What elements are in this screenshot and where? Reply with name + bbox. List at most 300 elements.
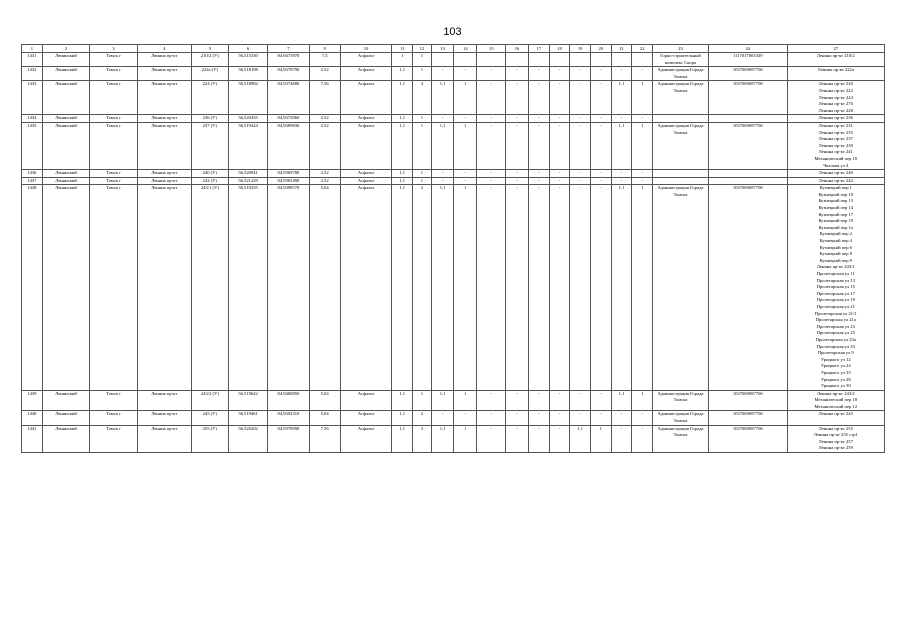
table-cell: 84,9372060 — [268, 115, 309, 123]
table-cell: - — [431, 411, 454, 425]
table-cell: - — [477, 390, 506, 411]
table-row — [22, 425, 885, 452]
table-cell: Кузнецкий пер 1 Кузнецкий пер 10 Кузнецкий пер 13 Кузнецкий пер 14 Кузнецкий пер 17 Кузнецкий пер 19 Кузнецкий пер 1а Кузнецкий пер 2 Кузнецкий пер 4 Кузнецкий пер 6 Кузнецкий пер 8 Кузнецкий пер 9 Ленина пр-кт 243/1 Пролетарская ул 11 Пролетарская ул 13 Пролетарская ул 15 Пролетарская ул 17 Пролетарская ул 19 Пролетарская ул 21 Пролетарская ул 21/1 Пролетарская ул 21а Пролетарская ул 23 Пролетарская ул 25 Пролетарская ул 23а Пролетарская ул 33 Пролетарская ул 9 Урицкого ул 12 Урицкого ул 24 Урицкого ул 35 Урицкого ул 28 Урицкого ул 30 — [787, 185, 884, 390]
table-cell: - — [549, 122, 570, 169]
table-cell: 2,52 — [309, 170, 340, 178]
table-cell: Ленинский — [42, 53, 90, 67]
header-cell: 20 — [590, 45, 611, 53]
table-cell: - — [549, 425, 570, 452]
header-cell: 15 — [477, 45, 506, 53]
table-cell: 1037000087706 — [708, 185, 787, 390]
table-cell: Администрация Города Томска — [653, 185, 709, 390]
table-cell: 84,9400850 — [268, 390, 309, 411]
table-cell: - — [506, 177, 529, 185]
table-row — [22, 122, 885, 169]
table-cell: Томск г — [90, 122, 138, 169]
table-cell: 1 — [413, 390, 432, 411]
table-cell: - — [570, 122, 591, 169]
table-cell: - — [454, 177, 477, 185]
table-cell: 1037000087706 — [708, 425, 787, 452]
table-cell — [454, 53, 477, 67]
table-cell: 84,9473970 — [268, 53, 309, 67]
table-row — [22, 411, 885, 425]
table-cell: Ленина пр-кт 231 Ленина пр-кт 235 Ленина пр-кт 237 Ленина пр-кт 239 Ленина пр-кт 241 Механический пер 10 Чкалова ул 4 — [787, 122, 884, 169]
table-row — [22, 170, 885, 178]
table-cell: Ленинский — [42, 411, 90, 425]
table-cell: Ленина пр-кт — [137, 390, 191, 411]
table-cell: - — [632, 177, 653, 185]
table-cell: Администрация Города Томска — [653, 425, 709, 452]
table-cell: Администрация Города Томска — [653, 390, 709, 411]
page-number: 103 — [443, 26, 462, 38]
table-cell: Ленинский — [42, 390, 90, 411]
table-cell: - — [528, 122, 549, 169]
table-cell: - — [454, 115, 477, 123]
table-cell: - — [477, 67, 506, 81]
table-cell: 1438 — [22, 185, 43, 390]
table-cell: Асфальт — [340, 185, 392, 390]
header-cell: 21 — [611, 45, 632, 53]
table-cell: 1,1 — [392, 67, 413, 81]
table-cell: Ленинский — [42, 425, 90, 452]
table-cell: Асфальт — [340, 425, 392, 452]
table-cell: 2,52 — [309, 115, 340, 123]
table-cell: 1434 — [22, 115, 43, 123]
table-cell: 84,9398570 — [268, 185, 309, 390]
table-cell: 1432 — [22, 67, 43, 81]
table-cell — [506, 53, 529, 67]
table-cell: - — [506, 411, 529, 425]
table-cell: 1440 — [22, 411, 43, 425]
table-cell: - — [590, 390, 611, 411]
table-cell: Ленина пр-кт — [137, 170, 191, 178]
table-cell: Администрация Города Томска — [653, 122, 709, 169]
header-cell: 27 — [787, 45, 884, 53]
registry-table — [21, 44, 885, 453]
table-cell: - — [528, 425, 549, 452]
table-cell: 1,1 — [431, 122, 454, 169]
header-cell: 16 — [506, 45, 529, 53]
table-cell — [590, 53, 611, 67]
table-cell: - — [590, 115, 611, 123]
table-cell: 56,518982 — [228, 81, 267, 115]
table-cell: - — [528, 170, 549, 178]
table-cell: 1 — [413, 177, 432, 185]
header-cell: 18 — [549, 45, 570, 53]
table-cell: - — [431, 177, 454, 185]
table-cell: - — [506, 185, 529, 390]
table-cell: - — [570, 390, 591, 411]
table-cell: 1 — [413, 122, 432, 169]
table-cell: - — [454, 170, 477, 178]
header-cell: 17 — [528, 45, 549, 53]
table-cell: - — [570, 177, 591, 185]
table-cell: - — [549, 81, 570, 115]
table-cell: 1433 — [22, 81, 43, 115]
table-cell: 1431 — [22, 53, 43, 67]
table-cell: 1 — [413, 115, 432, 123]
table-cell: Ленинский — [42, 177, 90, 185]
table-cell: - — [506, 67, 529, 81]
header-cell: 24 — [708, 45, 787, 53]
table-cell: Ленинский — [42, 170, 90, 178]
table-cell: 56,519335 — [228, 185, 267, 390]
table-cell: 237 (У) — [191, 122, 228, 169]
table-cell: 1,1 — [392, 425, 413, 452]
table-cell: - — [528, 185, 549, 390]
table-cell: 56,520941 — [228, 170, 267, 178]
table-cell: Администрация Города Томска — [653, 67, 709, 81]
table-cell: - — [454, 67, 477, 81]
table-cell: 222а (У) — [191, 67, 228, 81]
table-cell: - — [632, 115, 653, 123]
table-cell: Администрация Города Томска — [653, 81, 709, 115]
table-cell: 1,1 — [392, 170, 413, 178]
table-cell: - — [590, 170, 611, 178]
table-cell: - — [590, 177, 611, 185]
table-cell: - — [477, 122, 506, 169]
table-cell: 243/1 (У) — [191, 185, 228, 390]
table-row — [22, 185, 885, 390]
table-cell: - — [611, 115, 632, 123]
table-cell: Ленина пр-кт — [137, 67, 191, 81]
table-cell: Асфальт — [340, 115, 392, 123]
table-cell: - — [590, 122, 611, 169]
table-cell — [653, 170, 709, 178]
table-cell: 1,1 — [392, 411, 413, 425]
table-cell: - — [590, 67, 611, 81]
table-cell: - — [477, 425, 506, 452]
table-cell: Томск г — [90, 425, 138, 452]
table-cell: 56,521229 — [228, 177, 267, 185]
table-cell: Асфальт — [340, 170, 392, 178]
table-cell: 84,9389830 — [268, 122, 309, 169]
table-cell: 1 — [413, 67, 432, 81]
table-cell: - — [590, 81, 611, 115]
table-cell — [653, 177, 709, 185]
table-cell: - — [590, 185, 611, 390]
table-cell: - — [454, 411, 477, 425]
table-cell: Ленина пр-кт — [137, 53, 191, 67]
table-cell: 56,520202 — [228, 425, 267, 452]
table-cell: Ленина пр-кт — [137, 115, 191, 123]
table-cell: - — [549, 177, 570, 185]
table-cell: - — [528, 67, 549, 81]
table-cell: 1037000087706 — [708, 411, 787, 425]
table-cell: 3 — [413, 425, 432, 452]
header-cell: 5 — [191, 45, 228, 53]
header-cell: 22 — [632, 45, 653, 53]
table-cell: - — [528, 390, 549, 411]
table-cell: 1,1 — [431, 185, 454, 390]
table-cell: 5,04 — [309, 411, 340, 425]
table-cell: - — [549, 67, 570, 81]
table-cell: 1,1 — [431, 81, 454, 115]
header-cell: 11 — [392, 45, 413, 53]
table-cell: 56,515330 — [228, 53, 267, 67]
table-cell: 1 — [590, 425, 611, 452]
table-cell: 1 — [632, 390, 653, 411]
table-cell: Асфальт — [340, 53, 392, 67]
table-cell: Ленинский — [42, 115, 90, 123]
table-cell: Томск г — [90, 185, 138, 390]
table-cell: Ленинский — [42, 81, 90, 115]
header-cell: 13 — [431, 45, 454, 53]
table-cell: Томск г — [90, 177, 138, 185]
table-cell: Асфальт — [340, 122, 392, 169]
table-cell: Ленина пр-кт — [137, 425, 191, 452]
table-cell: - — [632, 411, 653, 425]
table-cell: Ленина пр-кт 210/2 — [787, 53, 884, 67]
header-cell: 4 — [137, 45, 191, 53]
header-cell: 2 — [42, 45, 90, 53]
table-cell: 1 — [454, 122, 477, 169]
table-cell: - — [590, 411, 611, 425]
table-cell: 2,52 — [309, 122, 340, 169]
table-cell: - — [632, 67, 653, 81]
table-cell: Ленина пр-кт 243/2 Механический пер 18 Механический пер 12 — [787, 390, 884, 411]
table-cell: 2,52 — [309, 67, 340, 81]
table-cell: 245 (У) — [191, 411, 228, 425]
header-cell: 6 — [228, 45, 267, 53]
table-cell: 1,1 — [611, 185, 632, 390]
table-cell: 7,56 — [309, 425, 340, 452]
table-cell: 242 (У) — [191, 177, 228, 185]
table-cell: Асфальт — [340, 67, 392, 81]
table-cell: - — [611, 177, 632, 185]
table-cell: 210/2 (У) — [191, 53, 228, 67]
table-cell: - — [431, 170, 454, 178]
table-row — [22, 390, 885, 411]
table-cell: Асфальт — [340, 81, 392, 115]
table-cell: - — [528, 115, 549, 123]
table-cell: 7,56 — [309, 81, 340, 115]
table-row — [22, 67, 885, 81]
table-cell: Томск г — [90, 390, 138, 411]
table-cell: - — [549, 185, 570, 390]
table-cell: - — [549, 390, 570, 411]
table-cell: - — [528, 177, 549, 185]
header-cell: 9 — [309, 45, 340, 53]
table-cell: 1,1 — [392, 177, 413, 185]
table-cell: - — [477, 115, 506, 123]
table-cell: Томск г — [90, 81, 138, 115]
table-cell: 1,1 — [611, 81, 632, 115]
table-cell — [431, 53, 454, 67]
table-cell: Ленина пр-кт — [137, 81, 191, 115]
table-cell: Асфальт — [340, 390, 392, 411]
table-cell: - — [632, 425, 653, 452]
table-cell: 84,9378990 — [268, 425, 309, 452]
table-cell: - — [528, 81, 549, 115]
table-cell: Ленина пр-кт — [137, 122, 191, 169]
table-cell: - — [549, 170, 570, 178]
table-cell: Ленина пр-кт 240 — [787, 170, 884, 178]
table-cell: 1037000087706 — [708, 122, 787, 169]
table-cell: 224 (У) — [191, 81, 228, 115]
table-cell: - — [611, 411, 632, 425]
table-cell: - — [632, 170, 653, 178]
table-cell: - — [477, 411, 506, 425]
table-cell: 1 — [632, 185, 653, 390]
header-cell: 19 — [570, 45, 591, 53]
table-cell: 1 — [454, 81, 477, 115]
table-cell: - — [570, 81, 591, 115]
table-cell: - — [431, 115, 454, 123]
table-cell: Асфальт — [340, 177, 392, 185]
table-cell: 1037000087706 — [708, 67, 787, 81]
table-cell: 1 — [632, 81, 653, 115]
table-cell: - — [477, 185, 506, 390]
table-cell: 1 — [413, 170, 432, 178]
table-row — [22, 115, 885, 123]
table-cell: Ленина пр-кт — [137, 177, 191, 185]
table-cell: 56,519424 — [228, 122, 267, 169]
table-row — [22, 177, 885, 185]
table-cell: Ленина пр-кт 245 — [787, 411, 884, 425]
table-cell: Ленинский — [42, 67, 90, 81]
table-cell: 84,9392310 — [268, 411, 309, 425]
table-cell: - — [611, 67, 632, 81]
table-cell: 236 (У) — [191, 115, 228, 123]
table-cell: - — [506, 425, 529, 452]
table-cell: Ленинский — [42, 185, 90, 390]
table-cell: 1,1 — [392, 81, 413, 115]
table-cell: - — [506, 122, 529, 169]
table-cell: 1436 — [22, 170, 43, 178]
table-cell: 1437 — [22, 177, 43, 185]
table-cell: 255 (У) — [191, 425, 228, 452]
header-row — [22, 45, 885, 53]
table-cell: 84,9374680 — [268, 81, 309, 115]
table-cell: 1037000087706 — [708, 81, 787, 115]
table-cell: 56,519461 — [228, 411, 267, 425]
table-cell: Ленина пр-кт 236 — [787, 115, 884, 123]
table-cell: 1117017003339 — [708, 53, 787, 67]
table-cell: - — [570, 185, 591, 390]
header-cell: 23 — [653, 45, 709, 53]
table-cell: 1439 — [22, 390, 43, 411]
table-cell: 4 — [413, 81, 432, 115]
table-cell: - — [431, 67, 454, 81]
table-cell: 1,1 — [611, 390, 632, 411]
table-cell: 2 — [413, 411, 432, 425]
header-cell: 7 — [268, 45, 309, 53]
table-cell: 1441 — [22, 425, 43, 452]
table-cell: 2 — [413, 185, 432, 390]
table-cell: Ленина пр-кт 255 Ленина пр-кт 255 стр1 Ленина пр-кт 257 Ленина пр-кт 259 — [787, 425, 884, 452]
table-cell: Ленина пр-кт 220 Ленина пр-кт 222 Ленина пр-кт 224 Ленина пр-кт 270 Ленина пр-кт 228 — [787, 81, 884, 115]
table-cell — [708, 115, 787, 123]
table-cell — [653, 115, 709, 123]
table-cell: - — [506, 170, 529, 178]
table-cell: 84,9363490 — [268, 177, 309, 185]
table-cell: 1 — [454, 185, 477, 390]
table-cell: 56,520455 — [228, 115, 267, 123]
header-cell: 3 — [90, 45, 138, 53]
table-cell — [708, 177, 787, 185]
table-cell: Томск г — [90, 53, 138, 67]
table-cell: Горно-строительный комплекс Скора — [653, 53, 709, 67]
table-cell: - — [477, 177, 506, 185]
table-cell: 2,52 — [309, 177, 340, 185]
table-cell: Томск г — [90, 411, 138, 425]
table-cell: 1,1 — [611, 122, 632, 169]
table-cell: - — [570, 67, 591, 81]
table-cell: 1435 — [22, 122, 43, 169]
table-cell — [611, 53, 632, 67]
table-cell: - — [570, 411, 591, 425]
header-cell: 12 — [413, 45, 432, 53]
table-cell: 56,519642 — [228, 390, 267, 411]
table-cell: 1 — [413, 53, 432, 67]
table-cell — [477, 53, 506, 67]
table-cell: Ленинский — [42, 122, 90, 169]
table-cell: Томск г — [90, 170, 138, 178]
table-cell: Ленина пр-кт 242 — [787, 177, 884, 185]
table-cell: - — [570, 115, 591, 123]
table-cell: 1,1 — [392, 115, 413, 123]
table-cell: - — [477, 81, 506, 115]
table-cell: 1 — [632, 122, 653, 169]
header-cell: 1 — [22, 45, 43, 53]
table-cell: Администрация Города Томска — [653, 411, 709, 425]
table-cell — [708, 170, 787, 178]
table-cell: Томск г — [90, 67, 138, 81]
table-cell: - — [611, 170, 632, 178]
table-cell — [570, 53, 591, 67]
table-cell: - — [506, 390, 529, 411]
table-cell: 1,1 — [431, 390, 454, 411]
table-cell — [528, 53, 549, 67]
table-cell: 1 — [454, 390, 477, 411]
table-cell: - — [570, 170, 591, 178]
table-cell: - — [506, 81, 529, 115]
table-cell: Асфальт — [340, 411, 392, 425]
table-cell: 1,1 — [392, 122, 413, 169]
table-cell: 243/2 (У) — [191, 390, 228, 411]
table-cell: 240 (У) — [191, 170, 228, 178]
table-cell: 5,04 — [309, 185, 340, 390]
table-cell: 84,9378790 — [268, 67, 309, 81]
table-cell: - — [549, 411, 570, 425]
table-cell: - — [549, 115, 570, 123]
table-cell: Томск г — [90, 115, 138, 123]
table-cell: Ленина пр-кт — [137, 185, 191, 390]
table-cell: 5,04 — [309, 390, 340, 411]
table-cell: - — [477, 170, 506, 178]
table-cell: 1,1 — [570, 425, 591, 452]
table-cell: 84,9369780 — [268, 170, 309, 178]
table-cell — [549, 53, 570, 67]
table-row — [22, 81, 885, 115]
header-cell: 14 — [454, 45, 477, 53]
table-cell: - — [506, 115, 529, 123]
table-cell: - — [611, 425, 632, 452]
header-cell: 10 — [340, 45, 392, 53]
table-cell: 1,1 — [392, 185, 413, 390]
table-row — [22, 53, 885, 67]
table-cell: 1 — [454, 425, 477, 452]
table-cell — [632, 53, 653, 67]
table-cell: 1037000087706 — [708, 390, 787, 411]
table-cell: 7,5 — [309, 53, 340, 67]
table-cell: 56,518198 — [228, 67, 267, 81]
table-cell: Ленина пр-кт — [137, 411, 191, 425]
table-cell: Ленина пр-кт 222а — [787, 67, 884, 81]
table-cell: - — [528, 411, 549, 425]
table-cell: 1,1 — [431, 425, 454, 452]
